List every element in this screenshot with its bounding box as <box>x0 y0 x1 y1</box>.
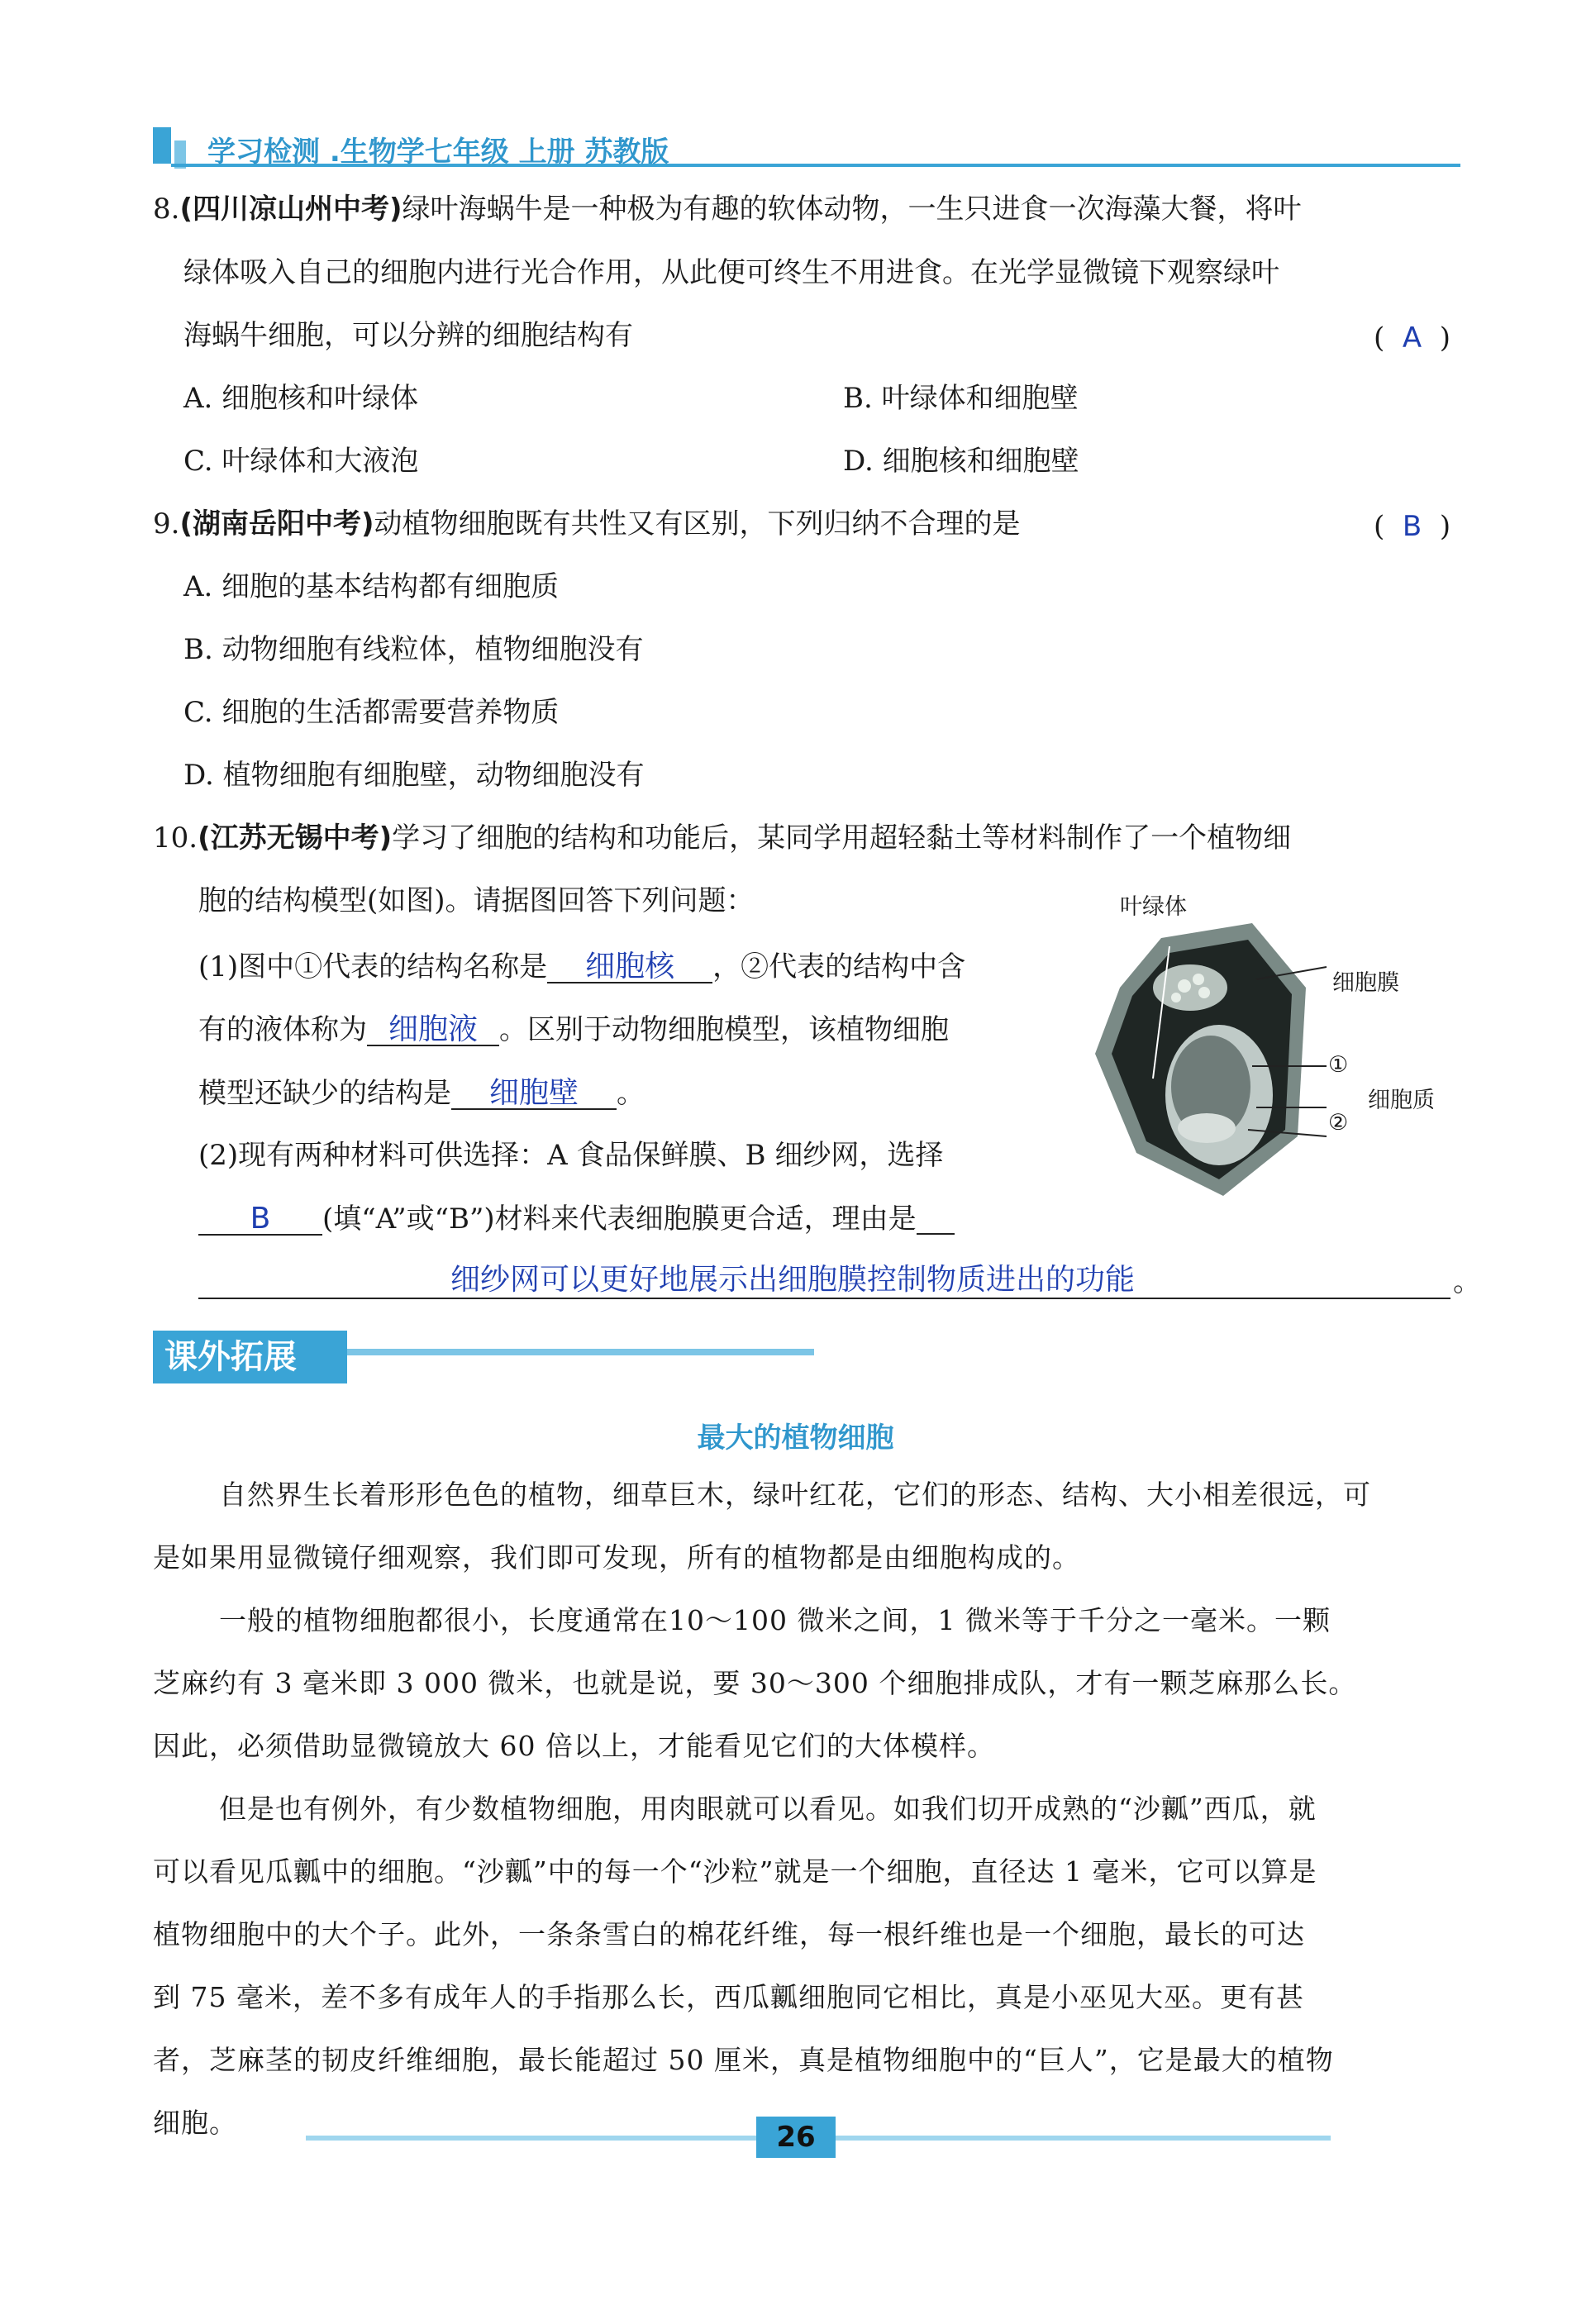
q10-p1d: 。区别于动物细胞模型，该植物细胞 <box>499 1013 949 1046</box>
q9-answer: B <box>1402 510 1422 543</box>
q10-p2b: (填“A”或“B”)材料来代表细胞膜更合适，理由是 <box>322 1202 917 1236</box>
q8-line3: 海蜗牛细胞，可以分辨的细胞结构有 <box>183 319 633 352</box>
para2-line2: 芝麻约有 3 毫米即 3 000 微米，也就是说，要 30～300 个细胞排成队，才有一颗芝麻那么长。 <box>153 1667 1357 1699</box>
q8-option-c: C. 叶绿体和大液泡 <box>183 445 419 478</box>
q8-answer-bracket: ( A ) <box>1374 321 1451 355</box>
q9-option-b: B. 动物细胞有线粒体，植物细胞没有 <box>183 633 644 666</box>
header <box>153 122 1475 172</box>
q10-p1c: 有的液体称为 <box>198 1013 367 1046</box>
q9-text: 动植物细胞既有共性又有区别，下列归纳不合理的是 <box>374 507 1021 541</box>
para1-line1: 自然界生长着形形色色的植物，细草巨木，绿叶红花，它们的形态、结构、大小相差很远，可 <box>219 1479 1371 1511</box>
label-cell-membrane: 细胞膜 <box>1332 970 1399 996</box>
q9-stem <box>153 507 1021 541</box>
q9-option-c: C. 细胞的生活都需要营养物质 <box>183 696 560 729</box>
para3-line2: 可以看见瓜瓤中的细胞。“沙瓤”中的每一个“沙粒”就是一个细胞，直径达 1 毫米，它可以算是 <box>153 1855 1317 1888</box>
q10-sub1-line1 <box>198 952 965 983</box>
q10-answer-1: 细胞核 <box>585 950 675 983</box>
q8-option-d: D. 细胞核和细胞壁 <box>843 445 1079 478</box>
q8-line2: 绿体吸入自己的细胞内进行光合作用，从此便可终生不用进食。在光学显微镜下观察绿叶 <box>183 256 1279 289</box>
article-title: 最大的植物细胞 <box>697 1422 894 1455</box>
para3-line4: 到 75 毫米，差不多有成年人的手指那么长，西瓜瓤细胞同它相比，真是小巫见大巫。更有甚 <box>153 1981 1304 2013</box>
q10-answer-2: 细胞液 <box>388 1012 478 1046</box>
para3-line3: 植物细胞中的大个子。此外，一条条雪白的棉花纤维，每一根纤维也是一个细胞，最长的可达 <box>153 1918 1305 1950</box>
q8-number: 8. <box>153 193 180 226</box>
q10-text1: 学习了细胞的结构和功能后，某同学用超轻黏土等材料制作了一个植物细 <box>392 821 1292 855</box>
q10-sub2-line1: (2)现有两种材料可供选择：A 食品保鲜膜、B 细纱网，选择 <box>198 1139 944 1172</box>
q8-source: (四川凉山州中考) <box>179 193 403 226</box>
q10-source: (江苏无锡中考) <box>198 821 393 855</box>
q10-sub1-line3: 模型还缺少的结构是 细胞壁 。 <box>198 1076 645 1110</box>
plant-cell-model-image <box>1087 888 1467 1236</box>
section-title: 课外拓展 <box>153 1331 347 1383</box>
q9-answer-bracket: ( B ) <box>1374 510 1451 543</box>
q10-line2: 胞的结构模型(如图)。请据图回答下列问题： <box>198 884 755 917</box>
q8-option-b: B. 叶绿体和细胞壁 <box>843 382 1079 415</box>
para3-line5: 者，芝麻茎的韧皮纤维细胞，最长能超过 50 厘米，真是植物细胞中的“巨人”，它是最大的植物 <box>153 2044 1334 2076</box>
q10-end-mark: 。 <box>1453 1265 1481 1298</box>
label-chloroplast: 叶绿体 <box>1120 894 1187 920</box>
q10-reason-line <box>198 1256 1450 1299</box>
label-two: ② <box>1328 1110 1349 1136</box>
page-number: 26 <box>756 2117 836 2158</box>
header-title: 学习检测 .生物学七年级 上册 苏教版 <box>207 136 669 169</box>
q9-number: 9. <box>153 507 180 541</box>
q10-p1b: ，②代表的结构中含 <box>712 950 966 983</box>
para3-line1: 但是也有例外，有少数植物细胞，用肉眼就可以看见。如我们切开成熟的“沙瓤”西瓜，就 <box>219 1793 1317 1825</box>
q10-p1a: (1)图中①代表的结构名称是 <box>198 950 548 983</box>
q10-answer-5: 细纱网可以更好地展示出细胞膜控制物质进出的功能 <box>450 1263 1136 1297</box>
para2-line1: 一般的植物细胞都很小，长度通常在10～100 微米之间，1 微米等于千分之一毫米。一颗 <box>219 1604 1331 1636</box>
q8-line1 <box>153 193 1302 226</box>
q10-sub1-line2 <box>198 1012 949 1046</box>
q10-number: 10. <box>153 821 198 855</box>
q9-option-a: A. 细胞的基本结构都有细胞质 <box>183 570 560 603</box>
label-one: ① <box>1328 1052 1349 1078</box>
q8-option-a: A. 细胞核和叶绿体 <box>183 382 419 415</box>
q9-source: (湖南岳阳中考) <box>179 507 374 541</box>
q10-answer-4: B <box>250 1202 271 1236</box>
q10-sub2-line2 <box>198 1204 955 1236</box>
para2-line3: 因此，必须借助显微镜放大 60 倍以上，才能看见它们的大体模样。 <box>153 1730 995 1762</box>
plant-cell-figure <box>1087 888 1467 1236</box>
q9-option-d: D. 植物细胞有细胞壁，动物细胞没有 <box>183 759 645 792</box>
q8-answer: A <box>1402 321 1422 355</box>
q10-line1 <box>153 821 1292 855</box>
q8-text1: 绿叶海蜗牛是一种极为有趣的软体动物，一生只进食一次海藻大餐，将叶 <box>402 193 1302 226</box>
para3-line6: 细胞。 <box>153 2107 237 2139</box>
q10-answer-3: 细胞壁 <box>488 1076 579 1110</box>
q10-p1e: 模型还缺少的结构是 <box>198 1077 451 1110</box>
para1-line2: 是如果用显微镜仔细观察，我们即可发现，所有的植物都是由细胞构成的。 <box>153 1541 1080 1574</box>
label-cytoplasm: 细胞质 <box>1368 1088 1435 1113</box>
